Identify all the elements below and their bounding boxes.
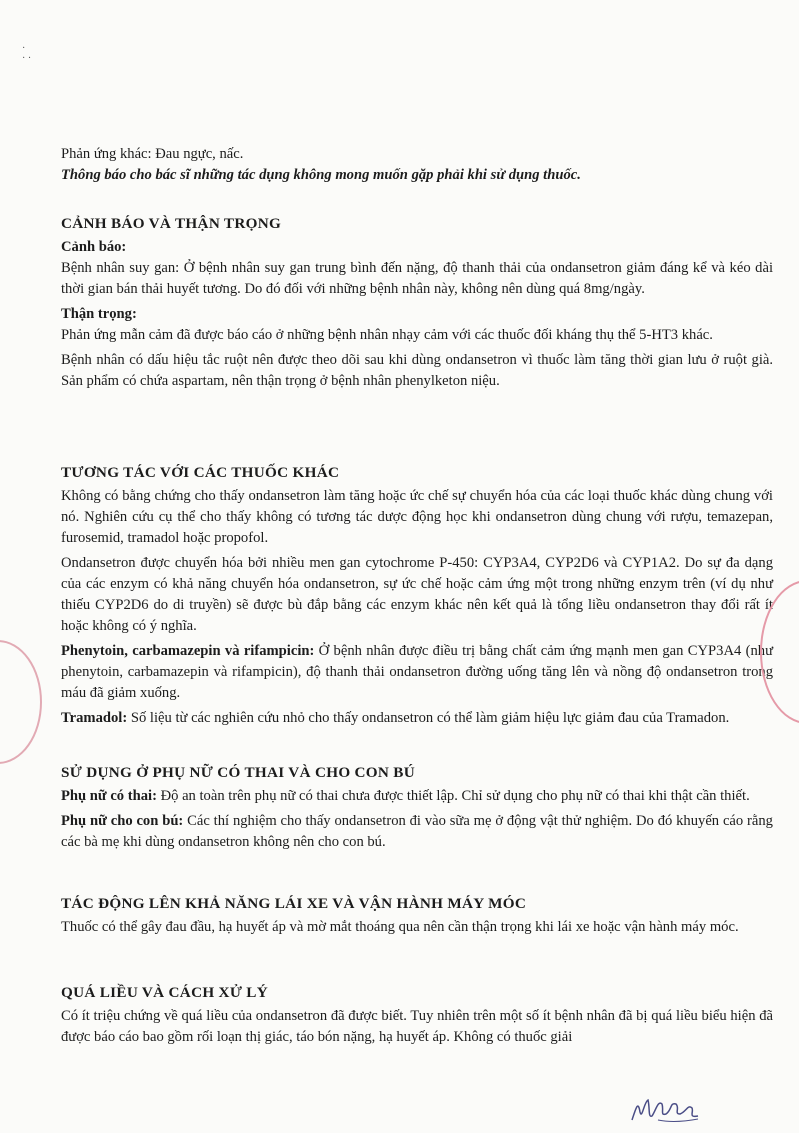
- initials-signature: [628, 1090, 708, 1126]
- pregnant-label: Phụ nữ có thai:: [61, 788, 157, 804]
- caution-subheading: Thận trọng:: [61, 306, 137, 322]
- lactation-label: Phụ nữ cho con bú:: [61, 813, 184, 829]
- scan-marks: · · ·: [22, 43, 32, 64]
- tramadol-label: Tramadol:: [61, 710, 128, 726]
- lactation-body: Các thí nghiệm cho thấy ondansetron đi vào sữa mẹ ở động vật thử nghiệm. Do đó khuyến cáo rằng các bà mẹ khi dùng ondansetron không nên cho con bú.: [61, 813, 773, 850]
- interactions-section: [61, 462, 773, 729]
- stamp-left-edge: [0, 640, 42, 764]
- driving-text: Thuốc có thể gây đau đầu, hạ huyết áp và mờ mắt thoáng qua nên cần thận trọng khi lái xe hoặc vận hành máy móc.: [61, 919, 739, 935]
- warnings-section: [61, 213, 773, 392]
- interactions-tramadol-text: [61, 708, 773, 729]
- overdose-text: Có ít triệu chứng về quá liều của ondansetron đã được biết. Tuy nhiên trên một số ít bệnh nhân đã bị quá liều biểu hiện đã được báo cáo bao gồm rối loạn thị giác, táo bón nặng, hạ huyết áp. Không có thuốc giải: [61, 1008, 773, 1045]
- warning-liver-text: Bệnh nhân suy gan: Ở bệnh nhân suy gan trung bình đến nặng, độ thanh thải của ondansetron giảm đáng kể và kéo dài thời gian bán thải huyết tương. Do đó đối với những bệnh nhân này, không nên dùng quá 8mg/ngày.: [61, 260, 773, 297]
- interactions-general-text: Không có bằng chứng cho thấy ondansetron làm tăng hoặc ức chế sự chuyển hóa của các loại thuốc khác dùng chung với nó. Nghiên cứu cụ thể cho thấy không có tương tác dược động học khi ondansetron dùng chung với rượu, temazepan, furosemid, tramadol hoặc propofol.: [61, 488, 773, 546]
- overdose-heading: QUÁ LIỀU VÀ CÁCH XỬ LÝ: [61, 984, 269, 1001]
- caution-bowel-text: Bệnh nhân có dấu hiệu tắc ruột nên được theo dõi sau khi dùng ondansetron vì thuốc làm tăng thời gian lưu ở ruột già. Sản phẩm có chứa aspartam, nên thận trọng ở bệnh nhân phenylketon niệu.: [61, 352, 773, 389]
- interactions-heading: TƯƠNG TÁC VỚI CÁC THUỐC KHÁC: [61, 464, 340, 481]
- pregnancy-text: [61, 786, 773, 807]
- driving-heading: TÁC ĐỘNG LÊN KHẢ NĂNG LÁI XE VÀ VẬN HÀNH MÁY MÓC: [61, 895, 527, 912]
- pregnancy-section: [61, 762, 773, 853]
- tramadol-body: Số liệu từ các nghiên cứu nhỏ cho thấy ondansetron có thể làm giảm hiệu lực giảm đau của Tramadon.: [127, 710, 730, 726]
- interactions-phenytoin-text: [61, 641, 773, 704]
- other-reactions-text: Phản ứng khác: Đau ngực, nấc.: [61, 146, 244, 162]
- overdose-section: [61, 982, 773, 1048]
- pregnant-body: Độ an toàn trên phụ nữ có thai chưa được thiết lập. Chỉ sử dụng cho phụ nữ có thai khi thật cần thiết.: [156, 788, 750, 804]
- pregnancy-heading: SỬ DỤNG Ở PHỤ NỮ CÓ THAI VÀ CHO CON BÚ: [61, 764, 415, 781]
- warning-subheading: Cảnh báo:: [61, 239, 127, 255]
- warnings-heading: CẢNH BÁO VÀ THẬN TRỌNG: [61, 215, 282, 232]
- lactation-text: [61, 811, 773, 853]
- driving-section: [61, 893, 773, 938]
- notify-doctor-note: Thông báo cho bác sĩ những tác dụng không mong muốn gặp phải khi sử dụng thuốc.: [61, 167, 581, 183]
- adverse-effects-tail: [61, 144, 773, 186]
- phenytoin-body: Ở bệnh nhân được điều trị bằng chất cảm ứng mạnh men gan CYP3A4 (như phenytoin, carbamazepin và rifampicin), độ thanh thải ondansetron đường uống tăng lên và nồng độ ondansetron trong máu đã giảm xuống.: [61, 643, 773, 701]
- phenytoin-label: Phenytoin, carbamazepin và rifampicin:: [61, 643, 315, 659]
- caution-hypersensitivity-text: Phản ứng mẫn cảm đã được báo cáo ở những bệnh nhân nhạy cảm với các thuốc đối kháng thụ thể 5-HT3 khác.: [61, 327, 713, 343]
- interactions-cyp-text: Ondansetron được chuyển hóa bởi nhiều men gan cytochrome P-450: CYP3A4, CYP2D6 và CYP1A2. Do sự đa dạng của các enzym có khả năng chuyển hóa ondansetron, sự ức chế hoặc cảm ứng một trong những enzym trên (ví dụ như thiếu CYP2D6 do di truyền) sẽ được bù đắp bằng các enzym khác nên kết quả là tổng liều ondansetron thay đổi rất ít hoặc không có ý nghĩa.: [61, 555, 773, 634]
